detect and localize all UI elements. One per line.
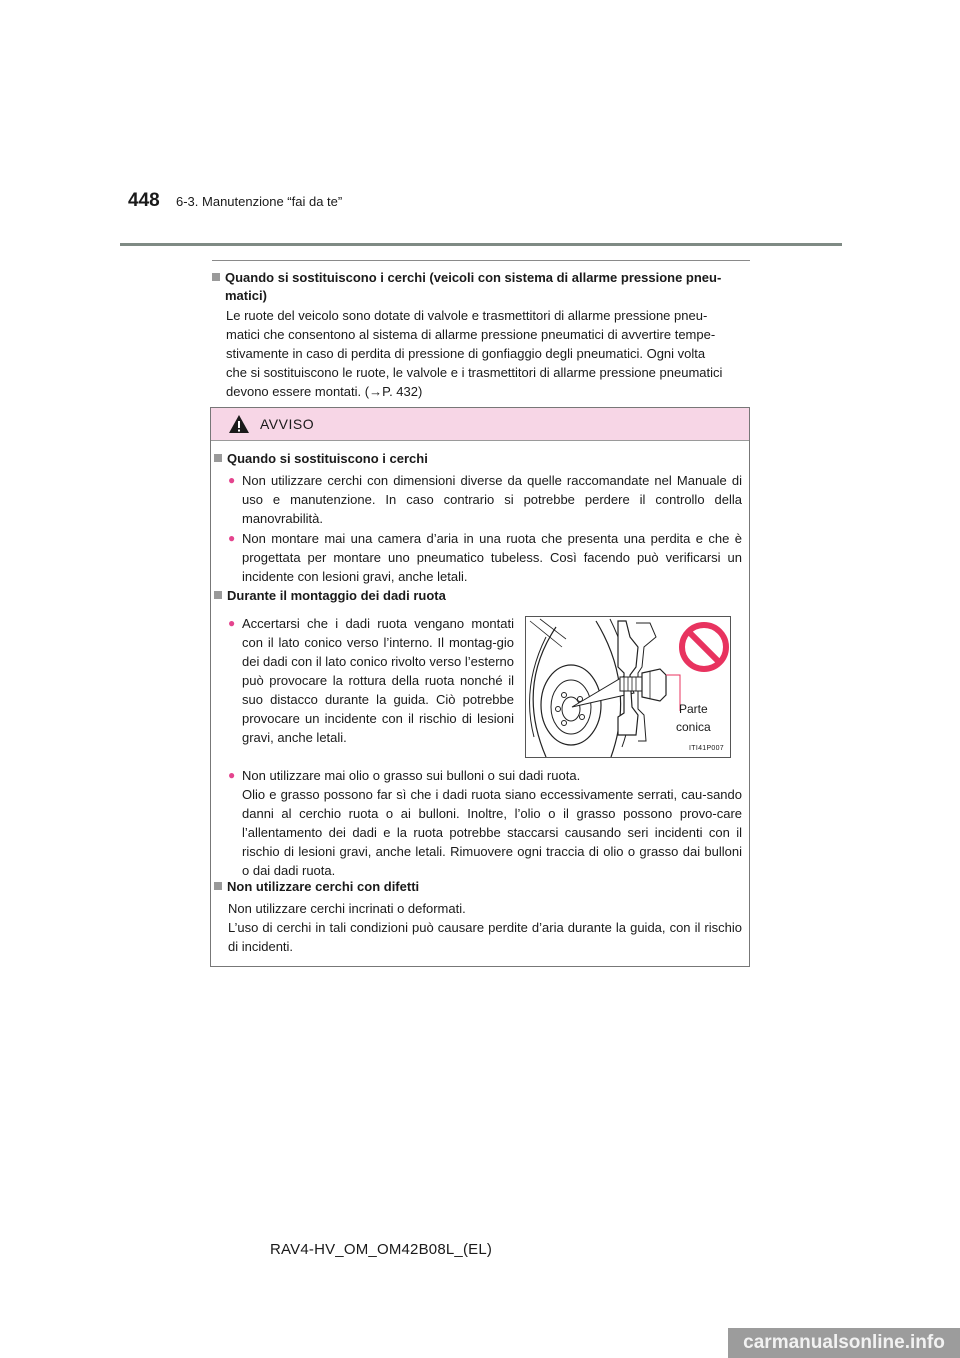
section1-bullet2 [228,529,742,586]
section2-heading-text: Durante il montaggio dei dadi ruota [227,588,446,603]
intro-heading-line2: matici) [225,288,267,303]
intro-body-line: stivamente in caso di perdita di pressione di gonfiaggio degli pneumatici. Ogni volta [226,346,706,361]
intro-body-line: matici che consentono al sistema di allarme pressione pneumatici di avvertire tempe- [226,327,716,342]
intro-body-line: Le ruote del veicolo sono dotate di valvole e trasmettitori di allarme pressione pneu- [226,308,708,323]
section1-bullet2-text: Non montare mai una camera d’aria in una ruota che presenta una perdita e che è progettata per montare uno pneumatico tubeless. Così facendo può verificarsi un incidente con lesioni gravi, anche letali. [242,531,742,584]
section3-line2: L’uso di cerchi in tali condizioni può causare perdite d’aria durante la guida, con il rischio di incidenti. [228,920,742,954]
section2-bullet1 [228,614,514,747]
section3-body [228,899,742,956]
thin-rule [212,260,750,261]
warning-header [211,408,749,441]
section2-heading [214,587,446,605]
section1-bullet1-text: Non utilizzare cerchi con dimensioni diverse da quelle raccomandate nel Manuale di uso e manutenzione. In caso contrario si potrebbe perdere il controllo della manovrabilità. [242,473,742,526]
figure-code: ITI41P007 [689,745,724,752]
intro-heading [212,269,752,305]
page-number: 448 [128,190,160,211]
section-title: 6-3. Manutenzione “fai da te” [176,194,343,209]
header-rule [120,243,842,246]
bullet-dot-icon: ● [228,531,236,545]
square-bullet-icon [212,273,220,281]
section2-bullet1-text: Accertarsi che i dadi ruota vengano montati con il lato conico verso l’interno. Il montag-gio dei dadi con il lato conico rivolto verso l’esterno può provocare la rottura della ruota nonché il suo distacco durante la guida. Ciò potrebbe provocare un incidente con il rischio di lesioni gravi, anche letali. [242,616,514,745]
intro-body [226,306,744,401]
section3-line1: Non utilizzare cerchi incrinati o deformati. [228,901,466,916]
section3-heading [214,878,419,896]
bullet-dot-icon: ● [228,616,236,630]
bullet-dot-icon: ● [228,768,236,782]
square-bullet-icon [214,454,222,462]
figure-label [676,700,711,736]
watermark: carmanualsonline.info [728,1328,960,1358]
intro-body-line: che si sostituiscono le ruote, le valvole e i trasmettitori di allarme pressione pneumatici [226,365,723,380]
wheel-nut-illustration [526,617,730,757]
intro-heading-line1: Quando si sostituiscono i cerchi (veicoli con sistema di allarme pressione pneu- [225,270,722,285]
section2-bullet2 [228,766,742,880]
square-bullet-icon [214,591,222,599]
section2-bullet2-text: Olio e grasso possono far sì che i dadi ruota siano eccessivamente serrati, cau-sando danni al cerchio ruota o ai bulloni. Inoltre, l’olio o il grasso possono provo-care l’allentamento dei dadi e la ruota potrebbe staccarsi causando seri incidenti con il rischio di lesioni gravi, anche letali. Rimuovere ogni traccia di olio o grasso dai bulloni o dai dadi ruota. [242,787,742,878]
section1-bullet1 [228,471,742,528]
section1-heading-text: Quando si sostituiscono i cerchi [227,451,428,466]
warning-title: AVVISO [260,416,315,432]
wheel-nut-figure [525,616,731,758]
bullet-dot-icon: ● [228,473,236,487]
intro-body-line: devono essere montati. (→P. 432) [226,384,423,399]
figure-label-line2: conica [676,720,711,734]
document-code: RAV4-HV_OM_OM42B08L_(EL) [270,1241,493,1258]
section3-heading-text: Non utilizzare cerchi con difetti [227,879,420,894]
warning-triangle-icon [228,414,250,434]
figure-label-line1: Parte [679,702,708,716]
section1-heading [214,450,428,468]
section2-bullet2-first-line: Non utilizzare mai olio o grasso sui bulloni o sui dadi ruota. [242,768,581,783]
square-bullet-icon [214,882,222,890]
